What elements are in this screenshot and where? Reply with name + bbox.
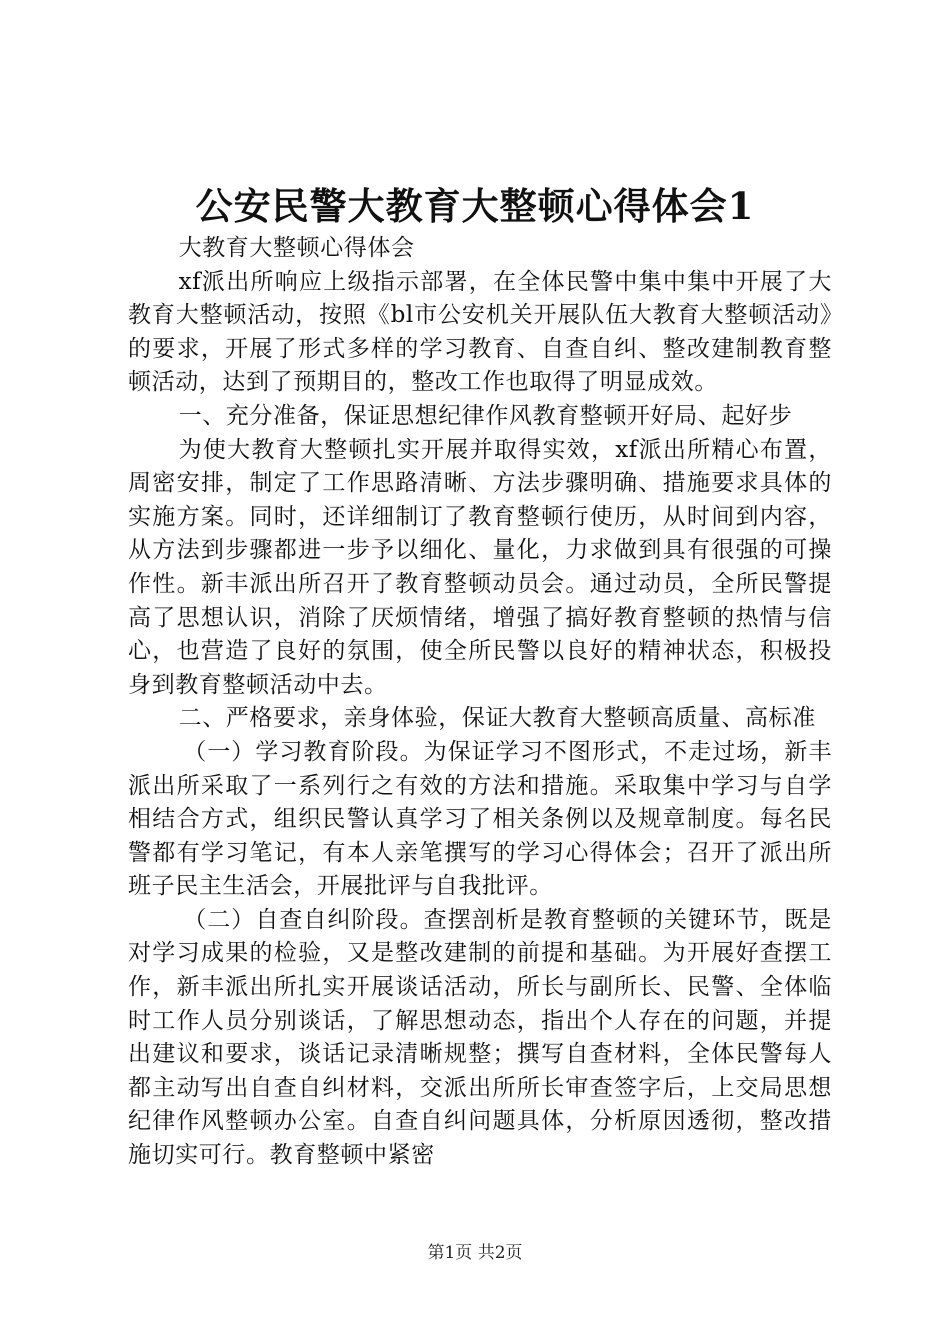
document-title: 公安民警大教育大整顿心得体会1 — [195, 184, 755, 228]
section-heading-1: 一、充分准备，保证思想纪律作风教育整顿开好局、起好步 — [178, 402, 793, 429]
subtitle-paragraph: 大教育大整顿心得体会 — [178, 235, 415, 261]
subsection-1-paragraph: （一）学习教育阶段。为保证学习不图形式，不走过场，新丰派出所采取了一系列行之有效的方法和措施。采取集中学习与自学相结合方式，组织民警认真学习了相关条例以及规章制度。每名民警都有学习笔记，有本人亲笔撰写的学习心得体会；召开了派出所班子民主生活会，开展批评与自我批评。 — [128, 738, 832, 900]
intro-paragraph: xf派出所响应上级指示部署，在全体民警中集中集中开展了大教育大整顿活动，按照《bl市公安机关开展队伍大教育大整顿活动》的要求，开展了形式多样的学习教育、自查自纠、整改建制教育整顿活动，达到了预期目的，整改工作也取得了明显成效。 — [128, 268, 832, 396]
section-1-paragraph: 为使大教育大整顿扎实开展并取得实效，xf派出所精心布置，周密安排，制定了工作思路清晰、方法步骤明确、措施要求具体的实施方案。同时，还详细制订了教育整顿行使历，从时间到内容，从方法到步骤都进一步予以细化、量化，力求做到具有很强的可操作性。新丰派出所召开了教育整顿动员会。通过动员，全所民警提高了思想认识，消除了厌烦情绪，增强了搞好教育整顿的热情与信心，也营造了良好的氛围，使全所民警以良好的精神状态，积极投身到教育整顿活动中去。 — [128, 436, 832, 698]
page-number-footer: 第1页 共2页 — [427, 1243, 523, 1263]
document-body — [128, 232, 832, 1173]
subsection-2-paragraph: （二）自查自纠阶段。查摆剖析是教育整顿的关键环节，既是对学习成果的检验，又是整改建制的前提和基础。为开展好查摆工作，新丰派出所扎实开展谈话活动，所长与副所长、民警、全体临时工作人员分别谈话，了解思想动态，指出个人存在的问题，并提出建议和要求，谈话记录清晰规整；撰写自查材料，全体民警每人都主动写出自查自纠材料，交派出所所长审查签字后，上交局思想纪律作风整顿办公室。自查自纠问题具体，分析原因透彻，整改措施切实可行。教育整顿中紧密 — [128, 906, 832, 1169]
section-heading-2: 二、严格要求，亲身体验，保证大教育大整顿高质量、高标准 — [178, 705, 816, 732]
